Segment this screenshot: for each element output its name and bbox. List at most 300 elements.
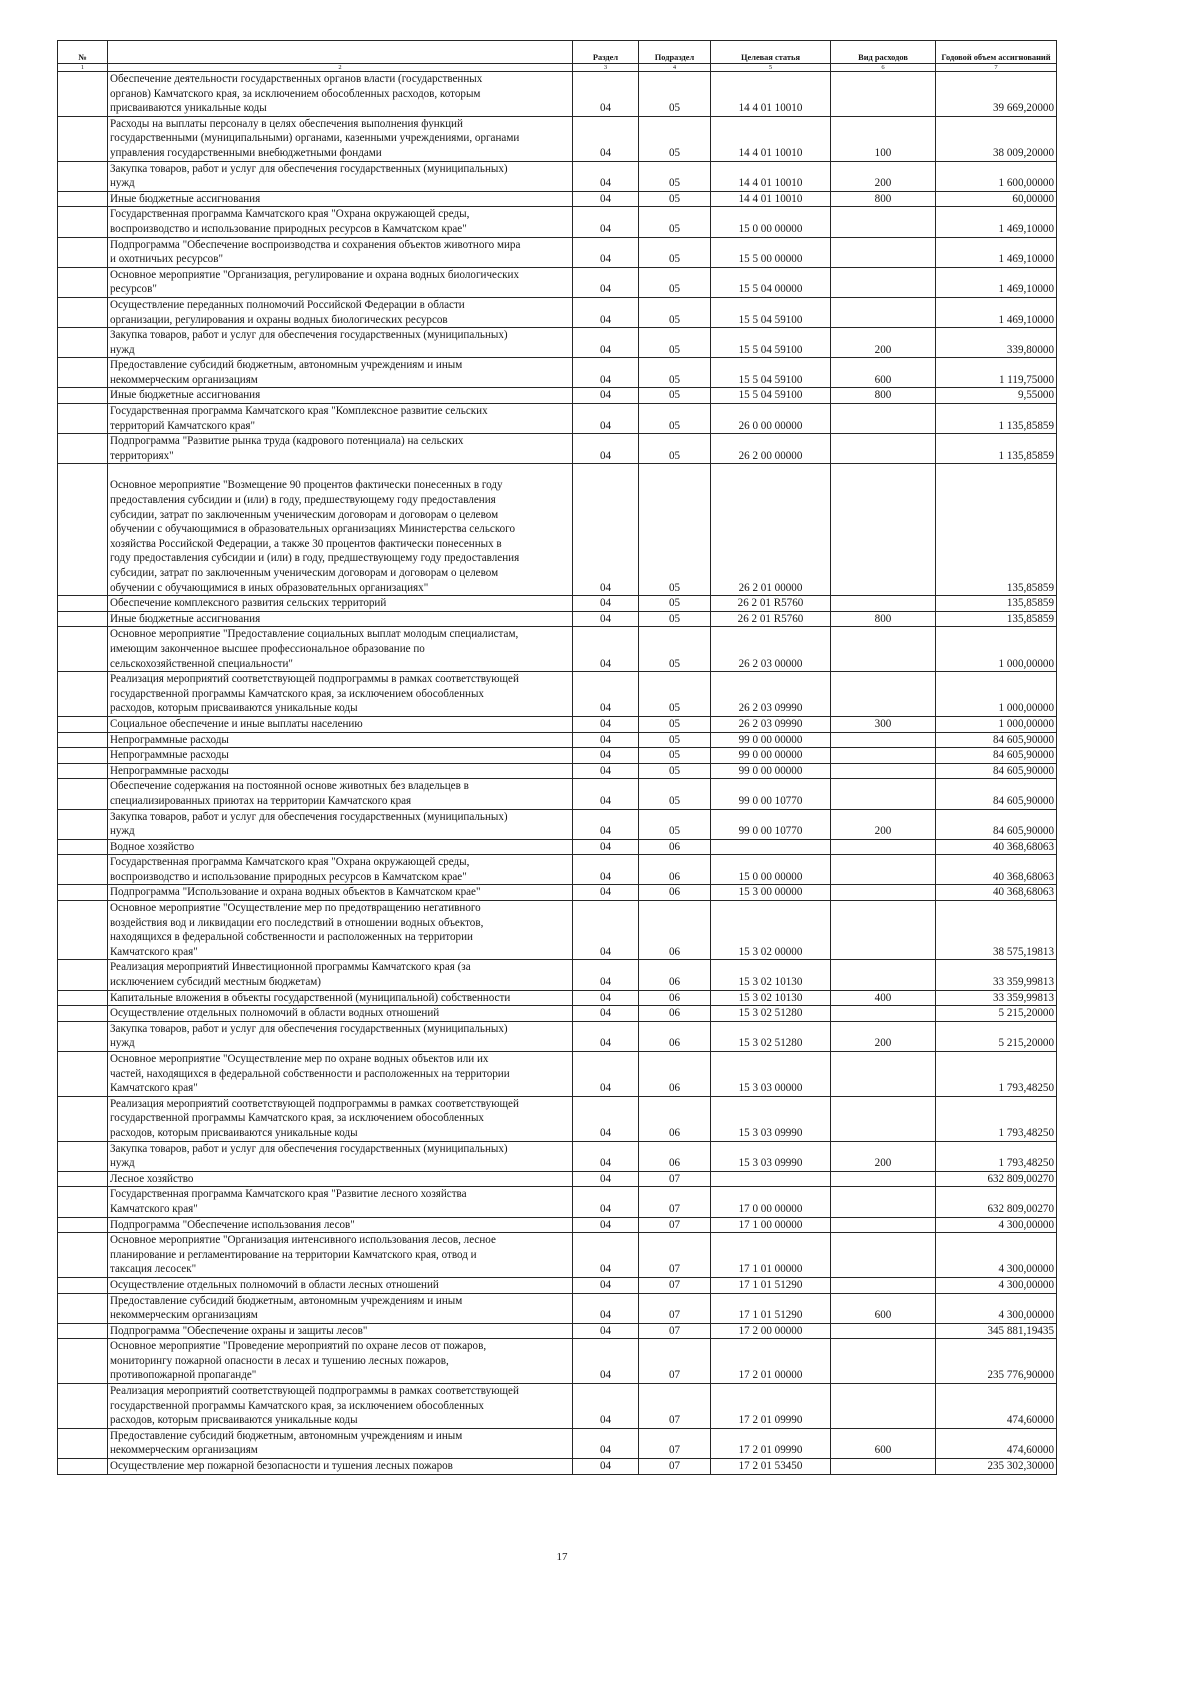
description-line: Лесное хозяйство [110, 1172, 194, 1185]
description-cell [108, 1384, 573, 1429]
expense-type-cell [831, 267, 936, 297]
row-number-cell [58, 116, 108, 161]
target-article-cell: 15 3 00 00000 [711, 885, 831, 901]
description-line: планирование и регламентирование на территории Камчатского края, отвод и [110, 1248, 477, 1261]
description-line: Закупка товаров, работ и услуг для обеспечения государственных (муниципальных) [110, 810, 508, 823]
table-row [58, 404, 1057, 434]
allocation-cell: 1 469,10000 [936, 297, 1057, 327]
description-cell [108, 358, 573, 388]
expense-type-cell [831, 1171, 936, 1187]
description-line: Иные бюджетные ассигнования [110, 612, 261, 625]
section-cell: 04 [573, 1293, 639, 1323]
expense-type-cell [831, 748, 936, 764]
description-line: Предоставление субсидий бюджетным, автономным учреждениям и иным [110, 1294, 463, 1307]
target-article-cell: 15 3 02 00000 [711, 901, 831, 960]
table-row [58, 716, 1057, 732]
description-cell [108, 1052, 573, 1097]
description-line: Реализация мероприятий соответствующей подпрограммы в рамках соответствующей [110, 673, 519, 686]
subsection-cell: 06 [639, 960, 711, 990]
allocation-cell: 38 009,20000 [936, 116, 1057, 161]
section-cell: 04 [573, 1428, 639, 1458]
description-line: Закупка товаров, работ и услуг для обеспечения государственных (муниципальных) [110, 329, 508, 342]
subsection-cell: 05 [639, 763, 711, 779]
expense-type-cell [831, 237, 936, 267]
row-number-cell [58, 1277, 108, 1293]
row-number-cell [58, 1323, 108, 1339]
description-line: мониторингу пожарной опасности в лесах и тушению лесных пожаров, [110, 1354, 449, 1367]
allocation-cell: 235 776,90000 [936, 1339, 1057, 1384]
description-cell [108, 207, 573, 237]
description-cell [108, 596, 573, 612]
table-row [58, 855, 1057, 885]
target-article-cell: 15 3 02 51280 [711, 1006, 831, 1022]
allocation-cell: 5 215,20000 [936, 1021, 1057, 1051]
subsection-cell: 07 [639, 1323, 711, 1339]
allocation-cell: 1 000,00000 [936, 627, 1057, 672]
allocation-cell: 4 300,00000 [936, 1217, 1057, 1233]
allocation-cell: 1 469,10000 [936, 267, 1057, 297]
expense-type-cell: 600 [831, 1428, 936, 1458]
target-article-cell: 15 3 02 51280 [711, 1021, 831, 1051]
description-cell [108, 1096, 573, 1141]
target-article-cell: 15 5 00 00000 [711, 237, 831, 267]
expense-type-cell [831, 763, 936, 779]
description-line: Государственная программа Камчатского края "Комплексное развитие сельских [110, 405, 488, 418]
row-number-cell [58, 990, 108, 1006]
table-row [58, 611, 1057, 627]
table-body [58, 72, 1057, 1475]
description-cell [108, 1459, 573, 1475]
section-cell: 04 [573, 358, 639, 388]
target-article-cell: 15 3 03 09990 [711, 1141, 831, 1171]
allocation-cell: 60,00000 [936, 191, 1057, 207]
subsection-cell: 06 [639, 1052, 711, 1097]
description-cell [108, 732, 573, 748]
expense-type-cell [831, 1187, 936, 1217]
target-article-cell: 15 3 03 09990 [711, 1096, 831, 1141]
row-number-cell [58, 1006, 108, 1022]
expense-type-cell [831, 1096, 936, 1141]
description-cell [108, 855, 573, 885]
table-row [58, 1052, 1057, 1097]
row-number-cell [58, 901, 108, 960]
section-cell: 04 [573, 672, 639, 717]
subsection-cell: 05 [639, 611, 711, 627]
subsection-cell: 05 [639, 434, 711, 464]
allocation-cell: 5 215,20000 [936, 1006, 1057, 1022]
description-line: нужд [110, 825, 135, 838]
table-row [58, 809, 1057, 839]
row-number-cell [58, 434, 108, 464]
section-cell: 04 [573, 839, 639, 855]
allocation-cell: 84 605,90000 [936, 809, 1057, 839]
subsection-cell: 07 [639, 1384, 711, 1429]
description-cell [108, 267, 573, 297]
section-cell: 04 [573, 328, 639, 358]
table-row [58, 1339, 1057, 1384]
description-line: Обеспечение содержания на постоянной основе животных без владельцев в [110, 780, 469, 793]
description-cell [108, 809, 573, 839]
row-number-cell [58, 611, 108, 627]
header-section: Раздел [573, 41, 639, 64]
table-row [58, 1096, 1057, 1141]
description-cell [108, 1141, 573, 1171]
target-article-cell: 17 1 01 51290 [711, 1277, 831, 1293]
row-number-cell [58, 1187, 108, 1217]
subsection-cell: 07 [639, 1277, 711, 1293]
description-line: Осуществление мер пожарной безопасности и тушения лесных пожаров [110, 1460, 453, 1473]
description-line: территориях" [110, 449, 174, 462]
target-article-cell: 17 1 01 00000 [711, 1233, 831, 1278]
subsection-cell: 07 [639, 1187, 711, 1217]
allocation-cell: 40 368,68063 [936, 855, 1057, 885]
description-line: расходов, которым присваиваются уникальные коды [110, 1126, 358, 1139]
expense-type-cell [831, 732, 936, 748]
description-line: хозяйства Российской Федерации, а также 30 процентов фактически понесенных в [110, 537, 502, 550]
description-line: Осуществление отдельных полномочий в области водных отношений [110, 1007, 440, 1020]
description-line: субсидии, затрат по заключенным ученическим договорам и договорам о целевом [110, 567, 499, 579]
allocation-cell: 9,55000 [936, 388, 1057, 404]
subsection-cell: 06 [639, 1096, 711, 1141]
section-cell: 04 [573, 1277, 639, 1293]
expense-type-cell: 800 [831, 388, 936, 404]
table-row [58, 1233, 1057, 1278]
description-line: Социальное обеспечение и иные выплаты населению [110, 717, 363, 730]
description-line: присваиваются уникальные коды [110, 102, 267, 115]
column-index: 4 [639, 64, 711, 72]
row-number-cell [58, 1021, 108, 1051]
allocation-cell: 84 605,90000 [936, 748, 1057, 764]
subsection-cell: 05 [639, 779, 711, 809]
row-number-cell [58, 404, 108, 434]
budget-allocation-table [57, 40, 1057, 1475]
description-line: Предоставление субсидий бюджетным, автономным учреждениям и иным [110, 1429, 463, 1442]
expense-type-cell [831, 1323, 936, 1339]
subsection-cell: 05 [639, 191, 711, 207]
subsection-cell: 05 [639, 672, 711, 717]
target-article-cell: 17 0 00 00000 [711, 1187, 831, 1217]
allocation-cell: 33 359,99813 [936, 990, 1057, 1006]
target-article-cell: 15 3 02 10130 [711, 960, 831, 990]
table-row [58, 1277, 1057, 1293]
description-line: субсидии, затрат по заключенным ученическим договорам и договорам о целевом [110, 508, 499, 521]
row-number-cell [58, 1171, 108, 1187]
expense-type-cell: 200 [831, 1021, 936, 1051]
subsection-cell: 05 [639, 116, 711, 161]
description-line: Подпрограмма "Развитие рынка труда (кадрового потенциала) на сельских [110, 435, 464, 448]
row-number-cell [58, 191, 108, 207]
expense-type-cell: 200 [831, 161, 936, 191]
table-row [58, 237, 1057, 267]
description-cell [108, 1323, 573, 1339]
table-row [58, 627, 1057, 672]
description-cell [108, 116, 573, 161]
expense-type-cell [831, 627, 936, 672]
allocation-cell: 1 469,10000 [936, 207, 1057, 237]
section-cell: 04 [573, 1323, 639, 1339]
table-row [58, 1459, 1057, 1475]
table-row [58, 596, 1057, 612]
expense-type-cell [831, 1339, 936, 1384]
description-cell [108, 748, 573, 764]
description-line: управления государственными внебюджетными фондами [110, 146, 382, 159]
description-cell [108, 763, 573, 779]
row-number-cell [58, 763, 108, 779]
description-line: Обеспечение деятельности государственных органов власти (государственных [110, 73, 483, 85]
description-line: Закупка товаров, работ и услуг для обеспечения государственных (муниципальных) [110, 1022, 508, 1035]
row-number-cell [58, 1096, 108, 1141]
description-line: Непрограммные расходы [110, 733, 229, 746]
target-article-cell: 99 0 00 10770 [711, 779, 831, 809]
table-row [58, 901, 1057, 960]
target-article-cell: 26 2 01 R5760 [711, 596, 831, 612]
section-cell: 04 [573, 237, 639, 267]
subsection-cell: 07 [639, 1233, 711, 1278]
description-line: Непрограммные расходы [110, 764, 229, 777]
description-cell [108, 328, 573, 358]
description-cell [108, 1217, 573, 1233]
description-cell [108, 672, 573, 717]
expense-type-cell [831, 596, 936, 612]
target-article-cell: 17 1 00 00000 [711, 1217, 831, 1233]
subsection-cell: 05 [639, 161, 711, 191]
allocation-cell: 345 881,19435 [936, 1323, 1057, 1339]
section-cell: 04 [573, 1171, 639, 1187]
subsection-cell: 07 [639, 1428, 711, 1458]
table-row [58, 72, 1057, 117]
expense-type-cell [831, 960, 936, 990]
expense-type-cell: 300 [831, 716, 936, 732]
allocation-cell: 1 135,85859 [936, 434, 1057, 464]
table-row [58, 1171, 1057, 1187]
table-header [58, 41, 1057, 72]
target-article-cell: 15 5 04 59100 [711, 358, 831, 388]
subsection-cell: 05 [639, 358, 711, 388]
row-number-cell [58, 1428, 108, 1458]
description-line: территорий Камчатского края" [110, 419, 256, 432]
expense-type-cell [831, 1052, 936, 1097]
description-cell [108, 1233, 573, 1278]
description-cell [108, 1293, 573, 1323]
description-line: Водное хозяйство [110, 840, 195, 853]
row-number-cell [58, 1293, 108, 1323]
table-row [58, 388, 1057, 404]
description-cell [108, 237, 573, 267]
target-article-cell: 17 2 01 09990 [711, 1384, 831, 1429]
description-cell [108, 1171, 573, 1187]
row-number-cell [58, 1339, 108, 1384]
allocation-cell: 339,80000 [936, 328, 1057, 358]
description-line: сельскохозяйственной специальности" [110, 657, 293, 670]
expense-type-cell: 600 [831, 1293, 936, 1323]
description-line: таксация лесосек" [110, 1263, 197, 1276]
expense-type-cell: 100 [831, 116, 936, 161]
description-line: Государственная программа Камчатского края "Охрана окружающей среды, [110, 208, 470, 221]
description-line: Основное мероприятие "Осуществление мер по предотвращению негативного [110, 902, 481, 915]
allocation-cell: 84 605,90000 [936, 763, 1057, 779]
description-line: организации, регулирования и охраны водных биологических ресурсов [110, 313, 448, 326]
expense-type-cell: 200 [831, 1141, 936, 1171]
expense-type-cell [831, 1384, 936, 1429]
expense-type-cell: 600 [831, 358, 936, 388]
row-number-cell [58, 960, 108, 990]
expense-type-cell [831, 672, 936, 717]
section-cell: 04 [573, 1339, 639, 1384]
description-line: Подпрограмма "Обеспечение воспроизводства и сохранения объектов животного мира [110, 238, 521, 251]
target-article-cell: 15 5 04 59100 [711, 328, 831, 358]
table-row [58, 358, 1057, 388]
subsection-cell: 06 [639, 839, 711, 855]
description-line: Государственная программа Камчатского края "Охрана окружающей среды, [110, 856, 470, 869]
allocation-cell: 632 809,00270 [936, 1187, 1057, 1217]
table-row [58, 434, 1057, 464]
section-cell: 04 [573, 1384, 639, 1429]
subsection-cell: 06 [639, 885, 711, 901]
description-line: некоммерческим организациям [110, 373, 258, 386]
row-number-cell [58, 388, 108, 404]
table-row [58, 960, 1057, 990]
section-cell: 04 [573, 1459, 639, 1475]
target-article-cell: 15 5 04 59100 [711, 297, 831, 327]
table-row [58, 779, 1057, 809]
section-cell: 04 [573, 1233, 639, 1278]
subsection-cell: 05 [639, 748, 711, 764]
table-row [58, 1217, 1057, 1233]
allocation-cell: 1 119,75000 [936, 358, 1057, 388]
target-article-cell: 26 2 00 00000 [711, 434, 831, 464]
description-cell [108, 464, 573, 596]
allocation-cell: 39 669,20000 [936, 72, 1057, 117]
table-row [58, 116, 1057, 161]
row-number-cell [58, 839, 108, 855]
target-article-cell: 17 2 01 53450 [711, 1459, 831, 1475]
description-line: ресурсов" [110, 283, 157, 296]
section-cell: 04 [573, 809, 639, 839]
table-row [58, 328, 1057, 358]
row-number-cell [58, 1141, 108, 1171]
description-line: государственной программы Камчатского края, за исключением обособленных [110, 687, 484, 700]
table-row [58, 161, 1057, 191]
page-number: 17 [556, 1551, 568, 1563]
target-article-cell: 17 2 00 00000 [711, 1323, 831, 1339]
row-number-cell [58, 672, 108, 717]
header-expense-type: Вид расходов [831, 41, 936, 64]
header-target-article: Целевая статья [711, 41, 831, 64]
description-cell [108, 388, 573, 404]
column-index: 3 [573, 64, 639, 72]
target-article-cell: 99 0 00 00000 [711, 732, 831, 748]
target-article-cell: 14 4 01 10010 [711, 116, 831, 161]
description-cell [108, 72, 573, 117]
section-cell: 04 [573, 388, 639, 404]
expense-type-cell [831, 297, 936, 327]
description-line: Подпрограмма "Обеспечение использования лесов" [110, 1218, 355, 1231]
allocation-cell: 40 368,68063 [936, 885, 1057, 901]
section-cell: 04 [573, 763, 639, 779]
subsection-cell: 05 [639, 388, 711, 404]
subsection-cell: 05 [639, 267, 711, 297]
section-cell: 04 [573, 779, 639, 809]
allocation-cell: 33 359,99813 [936, 960, 1057, 990]
table-row [58, 732, 1057, 748]
target-article-cell: 15 3 02 10130 [711, 990, 831, 1006]
description-line: воздействия вод и ликвидации его последствий в отношении водных объектов, [110, 916, 484, 929]
row-number-cell [58, 328, 108, 358]
allocation-cell: 4 300,00000 [936, 1277, 1057, 1293]
expense-type-cell: 400 [831, 990, 936, 1006]
description-line: воспроизводство и использование природных ресурсов в Камчатском крае" [110, 870, 467, 883]
description-line: Государственная программа Камчатского края "Развитие лесного хозяйства [110, 1188, 467, 1201]
description-cell [108, 297, 573, 327]
target-article-cell: 15 0 00 00000 [711, 207, 831, 237]
table-row [58, 990, 1057, 1006]
subsection-cell: 05 [639, 596, 711, 612]
description-line: Камчатского края" [110, 945, 198, 958]
section-cell: 04 [573, 627, 639, 672]
table-row [58, 1323, 1057, 1339]
subsection-cell: 05 [639, 716, 711, 732]
target-article-cell: 15 3 03 00000 [711, 1052, 831, 1097]
section-cell: 04 [573, 434, 639, 464]
target-article-cell: 15 0 00 00000 [711, 855, 831, 885]
row-number-cell [58, 1052, 108, 1097]
section-cell: 04 [573, 191, 639, 207]
description-line: исключением субсидий местным бюджетам) [110, 976, 321, 989]
description-line: Капитальные вложения в объекты государственной (муниципальной) собственности [110, 991, 511, 1004]
row-number-cell [58, 779, 108, 809]
section-cell: 04 [573, 116, 639, 161]
allocation-cell: 84 605,90000 [936, 779, 1057, 809]
expense-type-cell [831, 1233, 936, 1278]
allocation-cell: 235 302,30000 [936, 1459, 1057, 1475]
description-line: государственными (муниципальными) органами, казенными учреждениями, органами [110, 132, 520, 145]
description-cell [108, 960, 573, 990]
header-subsection: Подраздел [639, 41, 711, 64]
description-cell [108, 161, 573, 191]
subsection-cell: 05 [639, 328, 711, 358]
description-line: нужд [110, 1037, 135, 1050]
description-line: воспроизводство и использование природных ресурсов в Камчатском крае" [110, 222, 467, 235]
allocation-cell: 135,85859 [936, 464, 1057, 596]
description-line: находящихся в федеральной собственности и расположенных на территории [110, 931, 473, 944]
expense-type-cell [831, 779, 936, 809]
target-article-cell: 14 4 01 10010 [711, 161, 831, 191]
expense-type-cell [831, 207, 936, 237]
description-cell [108, 716, 573, 732]
target-article-cell: 17 2 01 09990 [711, 1428, 831, 1458]
expense-type-cell [831, 1459, 936, 1475]
allocation-cell: 38 575,19813 [936, 901, 1057, 960]
description-line: специализированных приютах на территории Камчатского края [110, 794, 412, 807]
description-cell [108, 839, 573, 855]
expense-type-cell [831, 434, 936, 464]
allocation-cell: 1 793,48250 [936, 1141, 1057, 1171]
description-line: Осуществление переданных полномочий Российской Федерации в области [110, 298, 465, 311]
description-line: обучении с обучающимися в образовательных организациях Министерства сельского [110, 523, 516, 536]
table-row [58, 1006, 1057, 1022]
header-number: № [58, 41, 108, 64]
description-line: некоммерческим организациям [110, 1444, 258, 1457]
row-number-cell [58, 732, 108, 748]
description-line: Основное мероприятие "Организация интенсивного использования лесов, лесное [110, 1234, 496, 1247]
description-line: Предоставление субсидий бюджетным, автономным учреждениям и иным [110, 359, 463, 372]
allocation-cell: 4 300,00000 [936, 1293, 1057, 1323]
description-line: расходов, которым присваиваются уникальные коды [110, 1414, 358, 1427]
allocation-cell: 1 135,85859 [936, 404, 1057, 434]
column-index: 1 [58, 64, 108, 72]
section-cell: 04 [573, 1187, 639, 1217]
description-line: Камчатского края" [110, 1082, 198, 1095]
